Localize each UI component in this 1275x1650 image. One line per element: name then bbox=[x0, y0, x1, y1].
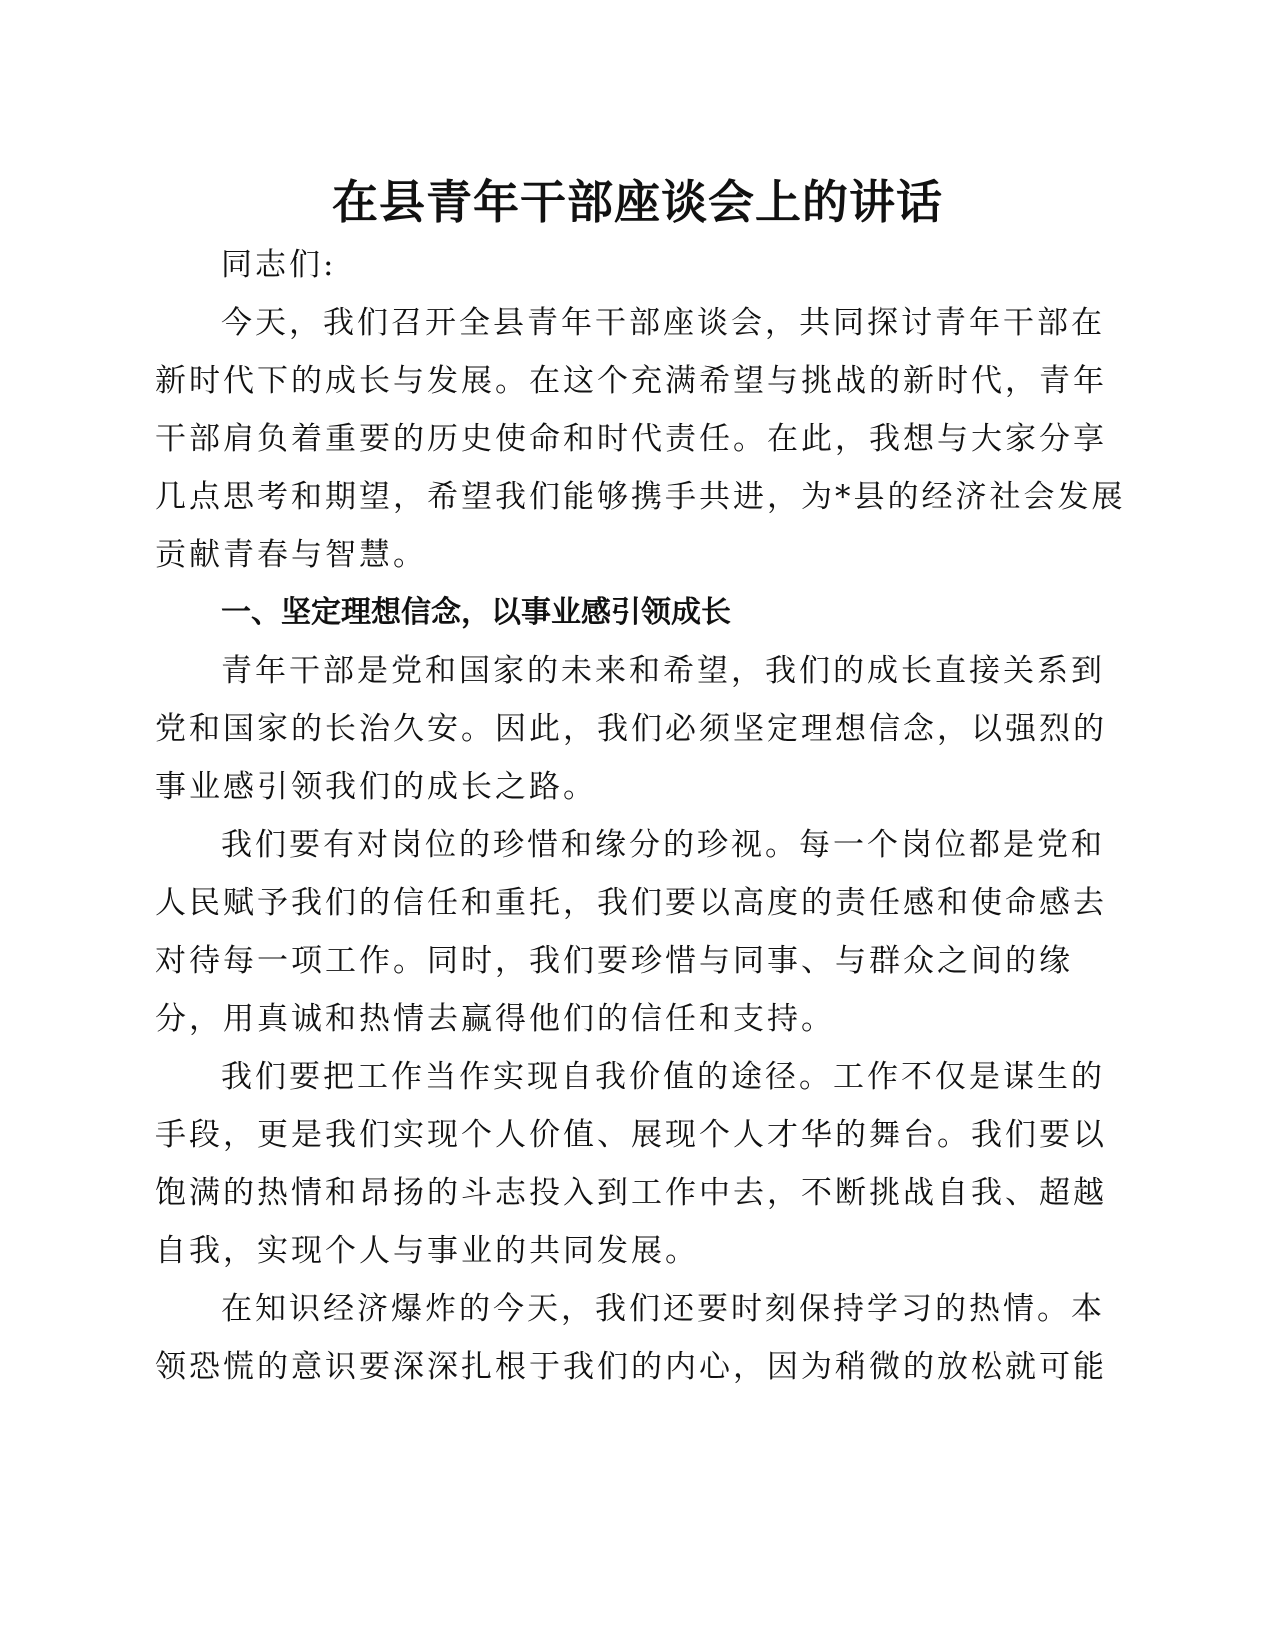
paragraph-line: 我们要有对岗位的珍惜和缘分的珍视。每一个岗位都是党和 bbox=[221, 827, 1105, 863]
paragraph-line: 对待每一项工作。同时，我们要珍惜与同事、与群众之间的缘 bbox=[155, 943, 1073, 979]
section-heading: 一、坚定理想信念，以事业感引领成长 bbox=[221, 595, 731, 630]
paragraph-line: 饱满的热情和昂扬的斗志投入到工作中去，不断挑战自我、超越 bbox=[155, 1175, 1107, 1211]
document-body bbox=[155, 236, 1126, 1396]
paragraph-line: 青年干部是党和国家的未来和希望，我们的成长直接关系到 bbox=[221, 653, 1105, 689]
paragraph-line: 几点思考和期望，希望我们能够携手共进，为*县的经济社会发展 bbox=[155, 479, 1126, 515]
paragraph-line: 在知识经济爆炸的今天，我们还要时刻保持学习的热情。本 bbox=[221, 1291, 1105, 1327]
paragraph-line: 分，用真诚和热情去赢得他们的信任和支持。 bbox=[155, 1001, 835, 1037]
paragraph-line: 自我，实现个人与事业的共同发展。 bbox=[155, 1233, 699, 1269]
paragraph-line: 事业感引领我们的成长之路。 bbox=[155, 769, 597, 805]
paragraph-line: 党和国家的长治久安。因此，我们必须坚定理想信念，以强烈的 bbox=[155, 711, 1107, 747]
document-title: 在县青年干部座谈会上的讲话 bbox=[332, 175, 943, 229]
paragraph-line: 新时代下的成长与发展。在这个充满希望与挑战的新时代，青年 bbox=[155, 363, 1107, 399]
paragraph-line: 领恐慌的意识要深深扎根于我们的内心，因为稍微的放松就可能 bbox=[155, 1349, 1107, 1385]
paragraph-line: 今天，我们召开全县青年干部座谈会，共同探讨青年干部在 bbox=[221, 305, 1105, 341]
paragraph-line: 贡献青春与智慧。 bbox=[155, 537, 427, 573]
paragraph-line: 干部肩负着重要的历史使命和时代责任。在此，我想与大家分享 bbox=[155, 421, 1107, 457]
paragraph-line: 我们要把工作当作实现自我价值的途径。工作不仅是谋生的 bbox=[221, 1059, 1105, 1095]
paragraph-line: 手段，更是我们实现个人价值、展现个人才华的舞台。我们要以 bbox=[155, 1117, 1107, 1153]
paragraph-line: 人民赋予我们的信任和重托，我们要以高度的责任感和使命感去 bbox=[155, 885, 1107, 921]
salutation: 同志们: bbox=[221, 247, 337, 283]
